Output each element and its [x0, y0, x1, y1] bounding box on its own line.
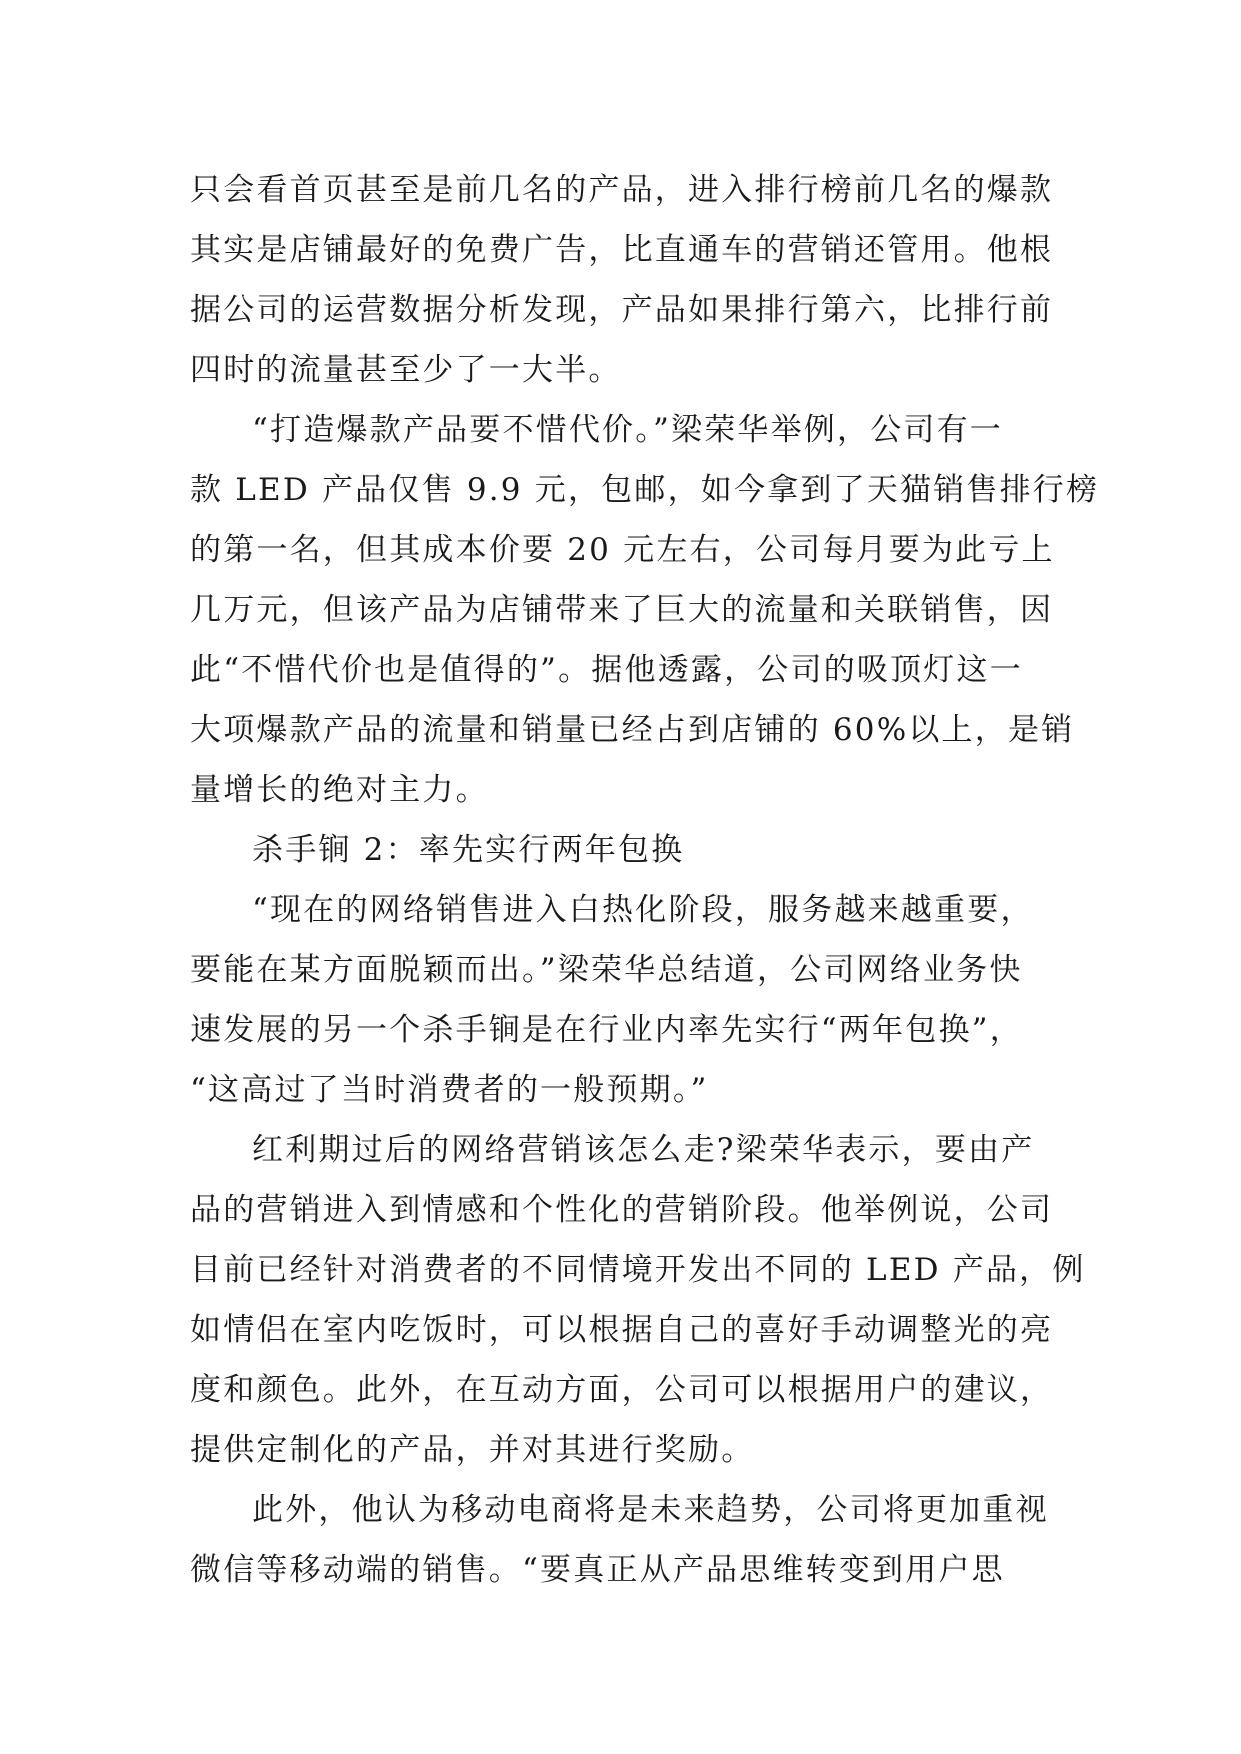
text-line: 品的营销进入到情感和个性化的营销阶段。他举例说，公司	[190, 1192, 1054, 1228]
text-line: “打造爆款产品要不惜代价。”梁荣华举例，公司有一	[252, 412, 1003, 448]
text-line: 度和颜色。此外，在互动方面，公司可以根据用户的建议，	[190, 1372, 1054, 1408]
text-line: 要能在某方面脱颖而出。”梁荣华总结道，公司网络业务快	[190, 952, 1023, 988]
text-line: 提供定制化的产品，并对其进行奖励。	[190, 1432, 755, 1468]
text-line: 的第一名，但其成本价要 20 元左右，公司每月要为此亏上	[190, 532, 1055, 568]
text-line: 此外，他认为移动电商将是未来趋势，公司将更加重视	[252, 1492, 1049, 1528]
text-line: 只会看首页甚至是前几名的产品，进入排行榜前几名的爆款	[190, 172, 1054, 208]
article-body	[190, 160, 1100, 1600]
text-line: “这高过了当时消费者的一般预期。”	[190, 1072, 709, 1108]
text-line: 款 LED 产品仅售 9.9 元，包邮，如今拿到了天猫销售排行榜	[190, 472, 1100, 508]
text-line: 红利期过后的网络营销该怎么走?梁荣华表示，要由产	[252, 1132, 1035, 1168]
text-line: 量增长的绝对主力。	[190, 772, 489, 808]
text-line: 速发展的另一个杀手锏是在行业内率先实行“两年包换”，	[190, 1012, 1023, 1048]
text-line: 如情侣在室内吃饭时，可以根据自己的喜好手动调整光的亮	[190, 1312, 1054, 1348]
text-line: 四时的流量甚至少了一大半。	[190, 352, 622, 388]
text-line: 据公司的运营数据分析发现，产品如果排行第六，比排行前	[190, 292, 1054, 328]
text-line: 几万元，但该产品为店铺带来了巨大的流量和关联销售，因	[190, 592, 1054, 628]
section-heading: 杀手锏 2：率先实行两年包换	[252, 832, 685, 868]
text-line: 大项爆款产品的流量和销量已经占到店铺的 60%以上，是销	[190, 712, 1075, 748]
text-line: “现在的网络销售进入白热化阶段，服务越来越重要，	[252, 892, 1034, 928]
text-line: 目前已经针对消费者的不同情境开发出不同的 LED 产品，例	[190, 1252, 1086, 1288]
text-line: 其实是店铺最好的免费广告，比直通车的营销还管用。他根	[190, 232, 1054, 268]
text-line: 微信等移动端的销售。“要真正从产品思维转变到用户思	[190, 1552, 1005, 1588]
text-line: 此“不惜代价也是值得的”。据他透露，公司的吸顶灯这一	[190, 652, 1023, 688]
